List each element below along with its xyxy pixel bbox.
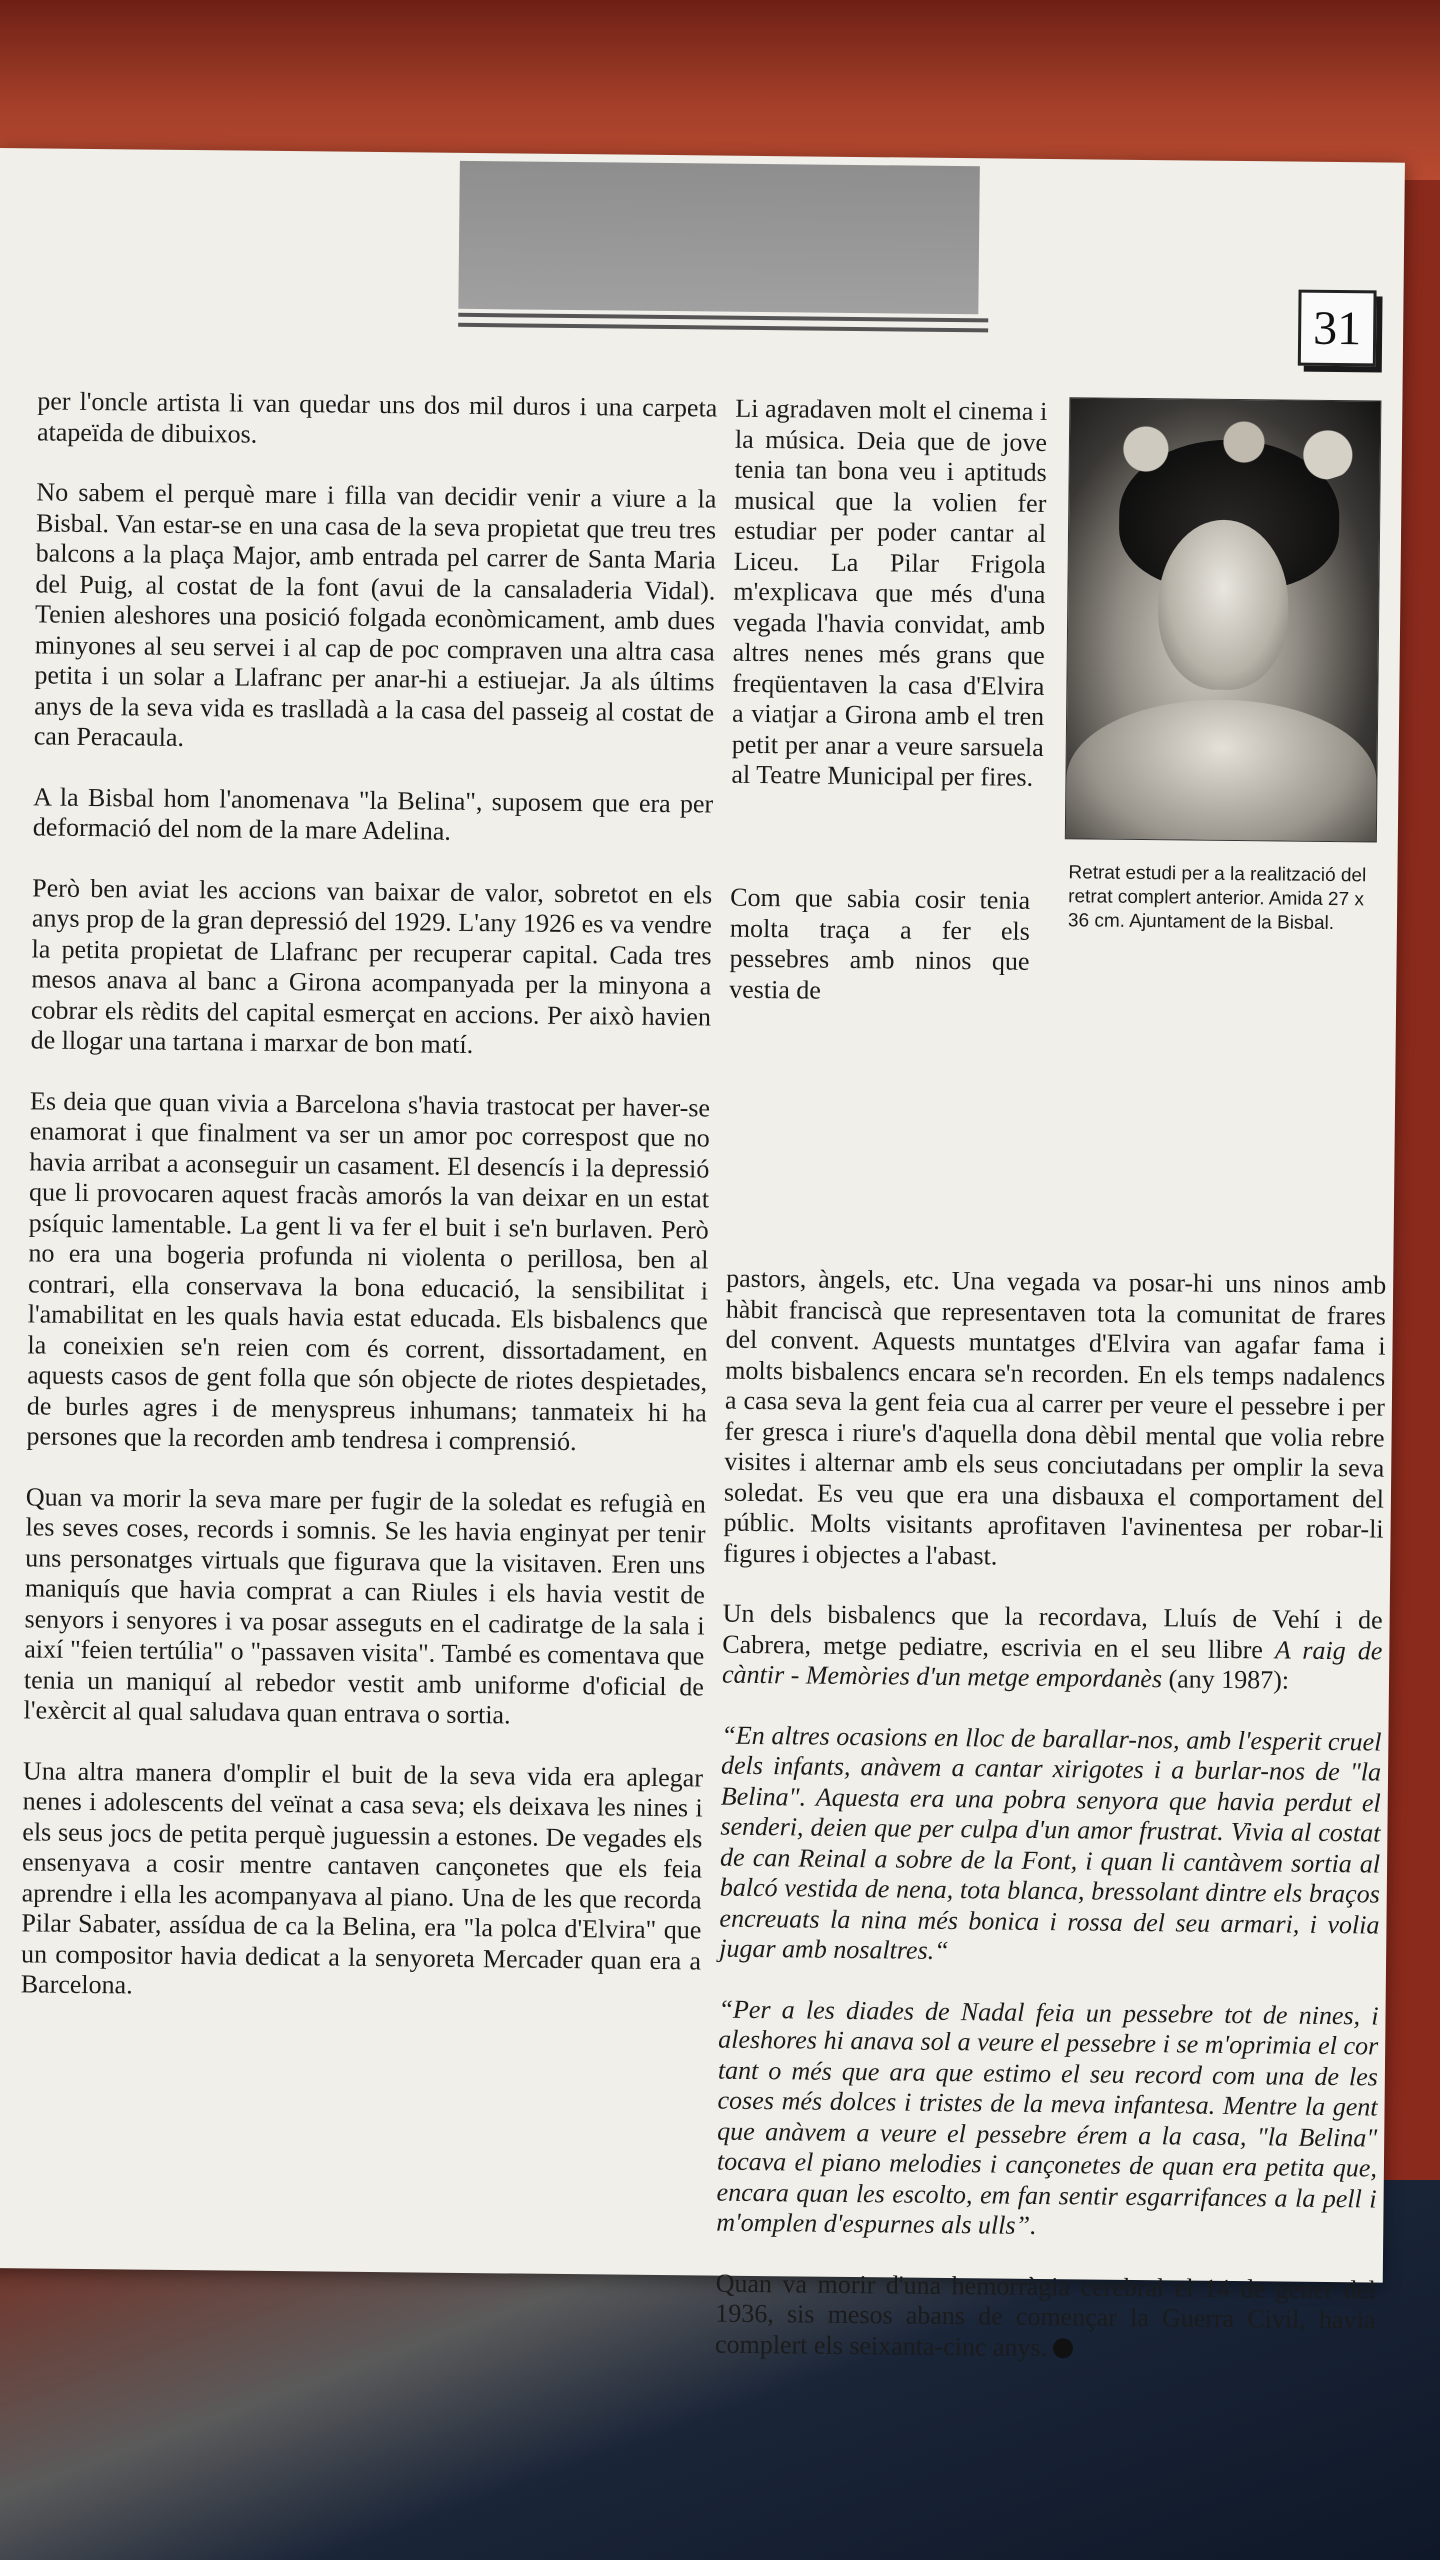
quote: “En altres ocasions en lloc de barallar-nos, amb l'esperit cruel dels infants, anàvem a cantar xirigotes i a burlar-nos de "la Belina". Aquesta era una pobra senyora que havia perdut el senderi, deien que per culpa d'un amor frustrat. Vivia al costat de can Reinal a sobre de la Font, i quan li cantàvem sortia al balcó vestida de nena, tota blanca, bressolant dintre els braços encreuats la nina més bonica i rossa del seu armari, i volia jugar amb nosaltres.“	[719, 1720, 1382, 1966]
end-mark-icon	[1053, 2338, 1073, 2358]
photo-caption: Retrat estudi per a la realització del retrat complert anterior. Amida 27 x 36 cm. Ajuntament de la Bisbal.	[1067, 862, 1367, 935]
paragraph: pastors, àngels, etc. Una vegada va posar-hi uns ninos amb hàbit franciscà que representaven tota la comunitat de frares del convent. Aquests muntatges d'Elvira van agafar fama i molts bisbalencs encara se'n recorden. En els temps nadalencs a casa seva la gent feia cua al carrer per veure el pessebre i per fer gresca i riure's d'aquella dona dèbil mental que volia rebre visites i alternar amb els seus conciutadans per omplir la seva soledat. Es veu que era una disbauxa el comportament del públic. Molts visitants aprofitaven l'avinentesa per robar-li figures i objectes a l'abast.	[723, 1263, 1387, 1571]
paragraph: A la Bisbal hom l'anomenava "la Belina", suposem que era per deformació del nom de la mare Adelina.	[32, 781, 714, 846]
paragraph: Com que sabia cosir tenia molta traça a fer els pessebres amb ninos que vestia de	[729, 882, 1031, 1005]
right-top-text	[731, 394, 1047, 824]
paragraph: Li agradaven molt el cinema i la música. Deia que de jove tenia tan bona veu i aptituds musical que la volien fer estudiar per poder cantar al Liceu. La Pilar Frigola m'explicava que més d'una vegada l'havia convidat, amb altres nenes més grans que freqüentaven la casa d'Elvira a viatjar a Girona amb el tren petit per anar a veure sarsuela al Teatre Municipal per fires.	[731, 393, 1048, 792]
right-mid-text	[729, 883, 1031, 1038]
paragraph: Una altra manera d'omplir el buit de la seva vida era aplegar nenes i adolescents del veïnat a casa seva; els deixava les nines i els seus jocs de petita perquè juguessin a estones. De vegades els ensenyava a cosir mentre cantaven cançonetes que els feia aprendre i ella les acompanyava al piano. Una de les que recorda Pilar Sabater, assídua de ca la Belina, era "la polca d'Elvira" que un compositor havia dedicat a la senyoreta Mercader quan era a Barcelona.	[20, 1755, 704, 2000]
magazine-page	[0, 148, 1405, 2362]
paragraph-text: Un dels bisbalencs que la recordava, Lluís de Vehí i de Cabrera, metge pediatre, escrivia en el seu llibre	[722, 1598, 1383, 1664]
book-title: A raig de càntir - Memòries d'un metge empordanès	[721, 1634, 1383, 1694]
paragraph: Es deia que quan vivia a Barcelona s'havia trastocat per haver-se enamorat i que finalment va ser un amor poc correspost que no havia arribat a aconseguir un casament. El desencís i la depressió que li provocaren aquest fracàs amorós la van deixar en un estat psíquic lamentable. La gent li va fer el buit i se'n burlaven. Però no era una bogeria profunda ni violenta o perillosa, ben al contrari, ella conservava la bona educació, la sensibilitat i l'amabilitat en les quals havia estat educada. Els bisbalencs que la coneixien se'n reien com és corrent, dissortadament, en aquests casos de gent folla que són objecte de riotes despietades, de burles agres i de menyspreus inhumans; tanmateix hi ha persones que la recorden amb tendresa i comprensió.	[26, 1085, 711, 1457]
paragraph	[722, 1599, 1383, 1697]
portrait-photo	[1065, 397, 1382, 842]
paragraph: No sabem el perquè mare i filla van decidir venir a viure a la Bisbal. Van estar-se en una casa de la seva propietat que treu tres balcons a la plaça Major, amb entrada pel carrer de Santa Maria del Puig, al costat de la font (avui de la cansaladeria Vidal). Tenien aleshores una posició folgada econòmicament, amb dues minyones al seu servei i al cap de poc compraven una altra casa petita i un solar a Llafranc per anar-hi a estiuejar. Ja als últims anys de la seva vida es traslladà a la casa del passeig al costat de can Peracaula.	[33, 477, 717, 752]
paragraph: Però ben aviat les accions van baixar de valor, sobretot en els anys prop de la gran depressió del 1929. L'any 1926 es va vendre la petita propietat de Llafranc per recuperar capital. Cada tres mesos anava al banc a Girona acompanyada per la minyona a cobrar els rèdits del capital esmerçat en accions. Per això havien de llogar una tartana i marxar de bon matí.	[30, 872, 713, 1060]
closing-paragraph	[715, 2268, 1376, 2366]
left-column	[20, 386, 717, 2037]
quote: “Per a les diades de Nadal feia un pessebre tot de nines, i aleshores hi anava sol a veure el pessebre i se m'oprimia el cor tant o més que ara que estimo el seu record com una de les coses més dolces i tristes de la meva infantesa. Mentre la gent que anàvem a veure el pessebre érem a la casa, "la Belina" tocava el piano melodies i cançonetes de quan era petita que, encara quan les escolto, em fan sentir esgarrifances a la pell i m'omplen d'espurnes als ulls”.	[716, 1994, 1379, 2240]
right-column	[715, 1264, 1387, 2397]
paragraph-text: Quan va morir d'una hemorràgia cerebral el 14 de gener del 1936, sis mesos abans de començar la Guerra Civil, havia complert els seixanta-cinc anys.	[714, 2268, 1376, 2362]
header-gray-bar	[458, 161, 980, 314]
paragraph-text: (any 1987):	[1161, 1664, 1290, 1695]
page-number: 31	[1298, 290, 1377, 367]
paragraph: per l'oncle artista li van quedar uns dos mil duros i una carpeta atapeïda de dibuixos.	[36, 386, 718, 449]
paragraph: Quan va morir la seva mare per fugir de la soledat es refugià en les seves coses, records i somnis. Se les havia enginyat per tenir uns personatges virtuals que figurava que la visitaven. Eren uns maniquís que havia comprat a can Riules i els havia vestit de senyors i senyores i va posar asseguts en el cadiratge de la sala i així "feien tertúlia" o "passaven visita". També es comentava que tenia un maniquí al rebedor vestit amb uniforme d'oficial de l'exèrcit al qual saludava quan entrava o sortia.	[23, 1481, 706, 1730]
header-rule-lines	[458, 313, 988, 339]
